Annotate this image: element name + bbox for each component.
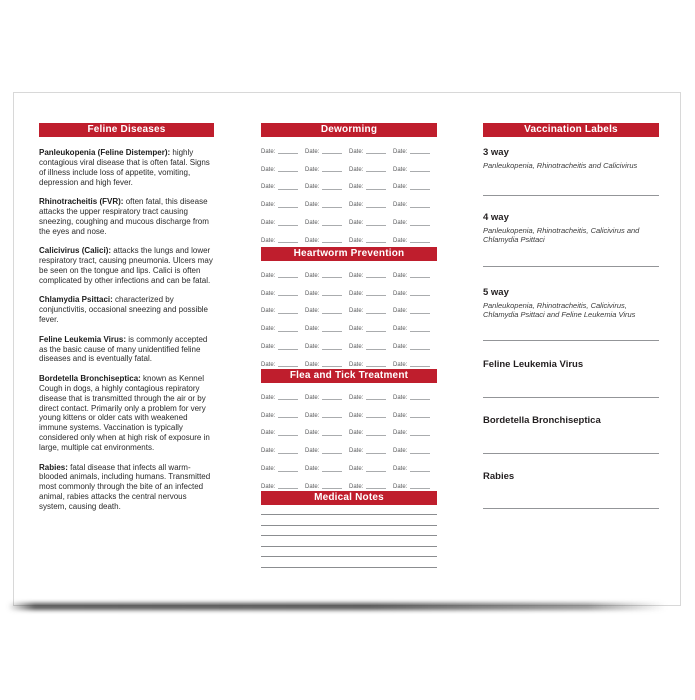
date-blank-line (322, 238, 342, 243)
date-blank-line (322, 309, 342, 314)
date-label: Date: (349, 272, 364, 279)
flea-tick-treatment-header: Flea and Tick Treatment (261, 369, 437, 383)
date-blank-line (278, 221, 298, 226)
date-blank-line (322, 327, 342, 332)
date-label: Date: (305, 184, 320, 191)
vaccination-label-block (483, 212, 659, 267)
deworming-section (261, 123, 437, 250)
date-field (261, 460, 305, 478)
date-label: Date: (261, 272, 276, 279)
date-label: Date: (393, 412, 408, 419)
date-blank-line (322, 449, 342, 454)
date-label: Date: (393, 394, 408, 401)
date-blank-line (366, 167, 386, 172)
date-label: Date: (393, 430, 408, 437)
date-label: Date: (393, 308, 408, 315)
date-label: Date: (305, 344, 320, 351)
date-label: Date: (393, 184, 408, 191)
date-blank-line (366, 273, 386, 278)
date-label: Date: (349, 326, 364, 333)
date-blank-line (278, 467, 298, 472)
date-blank-line (322, 395, 342, 400)
date-label: Date: (305, 361, 320, 368)
date-field (305, 460, 349, 478)
vaccine-name: 3 way (483, 147, 509, 158)
date-blank-line (366, 327, 386, 332)
flea-tick-date-grid (261, 389, 437, 496)
page-drop-shadow (8, 603, 666, 610)
date-blank-line (322, 345, 342, 350)
date-blank-line (366, 467, 386, 472)
date-field (349, 285, 393, 303)
date-label: Date: (393, 166, 408, 173)
date-blank-line (366, 291, 386, 296)
label-divider-line (483, 453, 659, 454)
date-blank-line (366, 431, 386, 436)
notes-blank-line (261, 567, 437, 578)
vaccination-labels-header: Vaccination Labels (483, 123, 659, 137)
label-divider-line (483, 266, 659, 267)
date-blank-line (278, 203, 298, 208)
date-blank-line (278, 449, 298, 454)
date-blank-line (410, 484, 430, 489)
disease-description: often fatal, this disease attacks the upper respiratory tract causing sneezing, coughing and mucous discharge from the eyes and nose. (39, 197, 209, 236)
date-field (349, 179, 393, 197)
date-label: Date: (349, 361, 364, 368)
date-label: Date: (305, 272, 320, 279)
date-blank-line (322, 431, 342, 436)
date-blank-line (322, 149, 342, 154)
date-label: Date: (349, 483, 364, 490)
date-blank-line (278, 484, 298, 489)
date-blank-line (410, 273, 430, 278)
date-blank-line (322, 467, 342, 472)
date-field (393, 338, 437, 356)
heartworm-prevention-section (261, 247, 437, 374)
date-field (261, 442, 305, 460)
date-blank-line (410, 327, 430, 332)
date-blank-line (366, 238, 386, 243)
date-label: Date: (393, 466, 408, 473)
date-field (305, 407, 349, 425)
disease-description: highly contagious viral disease that is often fatal. Signs of illness include loss of appetite, vomiting, depression and high fever. (39, 148, 210, 187)
date-blank-line (410, 413, 430, 418)
date-field (261, 285, 305, 303)
date-label: Date: (261, 483, 276, 490)
date-field (393, 161, 437, 179)
date-label: Date: (393, 220, 408, 227)
date-label: Date: (261, 361, 276, 368)
date-label: Date: (349, 308, 364, 315)
date-field (261, 161, 305, 179)
date-label: Date: (305, 148, 320, 155)
disease-description: attacks the lungs and lower respiratory tract, causing pneumonia. Ulcers may be seen on the tongue and lips. Calici is often complicated by other infections and can be fatal. (39, 246, 213, 285)
date-label: Date: (305, 430, 320, 437)
date-blank-line (410, 449, 430, 454)
date-label: Date: (261, 166, 276, 173)
date-field (393, 407, 437, 425)
date-label: Date: (305, 466, 320, 473)
date-field (349, 196, 393, 214)
vaccination-label-block (483, 147, 659, 196)
disease-entry (39, 246, 214, 286)
date-field (393, 214, 437, 232)
feline-diseases-header: Feline Diseases (39, 123, 214, 137)
date-field (349, 425, 393, 443)
date-label: Date: (261, 326, 276, 333)
date-blank-line (410, 431, 430, 436)
date-label: Date: (349, 184, 364, 191)
vaccination-label-block (483, 359, 659, 398)
date-label: Date: (349, 430, 364, 437)
date-blank-line (278, 362, 298, 367)
disease-term: Rhinotracheitis (FVR): (39, 197, 124, 207)
medical-notes-header: Medical Notes (261, 491, 437, 505)
date-blank-line (410, 221, 430, 226)
date-blank-line (322, 221, 342, 226)
document-page (13, 92, 681, 606)
vaccine-name: 4 way (483, 212, 509, 223)
vaccine-components: Panleukopenia, Rhinotracheitis and Calicivirus (483, 160, 638, 170)
date-label: Date: (305, 448, 320, 455)
vaccine-name: Feline Leukemia Virus (483, 359, 584, 370)
date-field (349, 303, 393, 321)
date-blank-line (322, 203, 342, 208)
disease-term: Panleukopenia (Feline Distemper): (39, 148, 171, 157)
date-field (349, 320, 393, 338)
date-blank-line (366, 395, 386, 400)
notes-blank-line (261, 535, 437, 546)
disease-term: Chlamydia Psittaci: (39, 295, 113, 305)
date-field (349, 460, 393, 478)
disease-list (39, 148, 214, 512)
date-field (393, 425, 437, 443)
date-blank-line (366, 362, 386, 367)
date-field (261, 338, 305, 356)
disease-entry (39, 335, 214, 365)
date-field (305, 196, 349, 214)
date-label: Date: (261, 290, 276, 297)
date-label: Date: (393, 344, 408, 351)
date-field (349, 389, 393, 407)
date-label: Date: (261, 148, 276, 155)
date-blank-line (278, 345, 298, 350)
date-label: Date: (261, 448, 276, 455)
date-field (393, 267, 437, 285)
date-blank-line (410, 203, 430, 208)
vaccination-label-block (483, 471, 659, 509)
date-label: Date: (261, 466, 276, 473)
date-label: Date: (393, 202, 408, 209)
date-blank-line (322, 362, 342, 367)
date-label: Date: (393, 272, 408, 279)
date-field (305, 161, 349, 179)
notes-blank-line (261, 514, 437, 525)
vaccination-labels-section (483, 93, 659, 605)
date-label: Date: (305, 202, 320, 209)
date-blank-line (278, 273, 298, 278)
label-divider-line (483, 340, 659, 341)
date-blank-line (366, 185, 386, 190)
notes-blank-line (261, 556, 437, 567)
date-label: Date: (349, 166, 364, 173)
date-blank-line (278, 185, 298, 190)
date-label: Date: (305, 290, 320, 297)
disease-term: Bordetella Bronchiseptica: (39, 373, 141, 383)
date-label: Date: (261, 237, 276, 244)
deworming-date-grid (261, 143, 437, 250)
date-blank-line (278, 413, 298, 418)
date-field (349, 407, 393, 425)
date-field (261, 214, 305, 232)
date-label: Date: (305, 326, 320, 333)
date-field (261, 320, 305, 338)
date-blank-line (366, 309, 386, 314)
date-blank-line (366, 345, 386, 350)
date-label: Date: (305, 220, 320, 227)
date-label: Date: (261, 202, 276, 209)
date-label: Date: (349, 202, 364, 209)
date-field (305, 214, 349, 232)
date-field (261, 407, 305, 425)
date-label: Date: (349, 394, 364, 401)
date-field (261, 389, 305, 407)
date-label: Date: (305, 237, 320, 244)
date-label: Date: (393, 237, 408, 244)
date-field (349, 338, 393, 356)
date-label: Date: (261, 184, 276, 191)
date-blank-line (410, 395, 430, 400)
disease-description: characterized by conjunctivitis, occasional sneezing and possible fever. (39, 295, 208, 325)
medical-notes-section (261, 491, 437, 577)
date-label: Date: (393, 483, 408, 490)
vaccination-label-block (483, 287, 659, 341)
disease-description: is commonly accepted as the basic cause of many unidentified feline diseases and is eventually fatal. (39, 334, 208, 364)
disease-term: Feline Leukemia Virus: (39, 334, 126, 344)
date-blank-line (322, 167, 342, 172)
label-divider-line (483, 508, 659, 509)
date-field (305, 179, 349, 197)
date-label: Date: (349, 448, 364, 455)
date-label: Date: (349, 290, 364, 297)
date-field (261, 179, 305, 197)
date-field (261, 425, 305, 443)
date-field (305, 389, 349, 407)
disease-description: known as Kennel Cough in dogs, a highly contagious repiratory disease that is transmitted through the air or by direct contact. Primarily only a problem for very young kittens or older cats with weakened immune systems. Vaccination is typically considered only when at high risk of exposure in large, multiple cat environments. (39, 373, 210, 453)
date-blank-line (410, 345, 430, 350)
date-label: Date: (305, 483, 320, 490)
date-label: Date: (349, 220, 364, 227)
date-blank-line (410, 238, 430, 243)
date-label: Date: (261, 412, 276, 419)
date-label: Date: (393, 148, 408, 155)
date-blank-line (366, 484, 386, 489)
date-label: Date: (349, 412, 364, 419)
disease-entry (39, 148, 214, 188)
date-blank-line (278, 309, 298, 314)
date-blank-line (322, 413, 342, 418)
date-blank-line (410, 185, 430, 190)
date-label: Date: (349, 466, 364, 473)
date-blank-line (322, 484, 342, 489)
date-blank-line (278, 327, 298, 332)
date-label: Date: (305, 412, 320, 419)
vaccine-name: Bordetella Bronchiseptica (483, 415, 601, 426)
date-field (305, 143, 349, 161)
date-label: Date: (349, 148, 364, 155)
date-field (393, 389, 437, 407)
date-label: Date: (393, 290, 408, 297)
date-label: Date: (261, 220, 276, 227)
date-field (393, 320, 437, 338)
vaccination-label-block (483, 415, 659, 454)
date-blank-line (410, 309, 430, 314)
date-label: Date: (261, 344, 276, 351)
date-blank-line (278, 291, 298, 296)
date-field (393, 196, 437, 214)
flea-tick-treatment-section (261, 369, 437, 496)
date-label: Date: (305, 308, 320, 315)
date-field (261, 196, 305, 214)
medical-notes-lines (261, 514, 437, 577)
vaccine-components: Panleukopenia, Rhinotracheitis, Calicivirus, Chlamydia Psittaci and Feline Leukemia Virus (483, 300, 636, 320)
date-field (393, 442, 437, 460)
date-blank-line (322, 185, 342, 190)
date-label: Date: (261, 394, 276, 401)
date-blank-line (366, 449, 386, 454)
date-label: Date: (349, 237, 364, 244)
date-blank-line (410, 291, 430, 296)
disease-entry (39, 295, 214, 325)
date-blank-line (410, 467, 430, 472)
date-field (261, 143, 305, 161)
notes-blank-line (261, 546, 437, 557)
date-blank-line (366, 221, 386, 226)
date-blank-line (366, 149, 386, 154)
date-label: Date: (349, 344, 364, 351)
disease-description: fatal disease that infects all warm-blooded animals, including humans. Transmitted most commonly through the bite of an infected animal, rabies attacks the central nervous system, causing death. (39, 462, 211, 512)
date-blank-line (410, 167, 430, 172)
date-label: Date: (261, 430, 276, 437)
date-field (305, 303, 349, 321)
vaccine-name: 5 way (483, 287, 509, 298)
date-label: Date: (305, 394, 320, 401)
disease-term: Rabies: (39, 462, 68, 472)
date-blank-line (410, 149, 430, 154)
date-label: Date: (393, 361, 408, 368)
date-blank-line (278, 431, 298, 436)
disease-entry (39, 374, 214, 453)
heartworm-date-grid (261, 267, 437, 374)
date-field (393, 285, 437, 303)
date-field (393, 143, 437, 161)
heartworm-prevention-header: Heartworm Prevention (261, 247, 437, 261)
label-divider-line (483, 397, 659, 398)
date-label: Date: (305, 166, 320, 173)
date-field (305, 285, 349, 303)
date-blank-line (366, 203, 386, 208)
date-field (349, 143, 393, 161)
date-field (349, 161, 393, 179)
date-field (349, 442, 393, 460)
date-field (393, 179, 437, 197)
vaccine-name: Rabies (483, 471, 515, 482)
vaccine-components: Panleukopenia, Rhinotracheitis, Calicivirus and Chlamydia Psittaci (483, 225, 640, 245)
date-label: Date: (393, 326, 408, 333)
date-blank-line (278, 238, 298, 243)
date-field (261, 303, 305, 321)
date-blank-line (410, 362, 430, 367)
date-field (305, 267, 349, 285)
date-blank-line (278, 395, 298, 400)
date-blank-line (322, 273, 342, 278)
date-blank-line (278, 167, 298, 172)
date-label: Date: (393, 448, 408, 455)
treatment-log-column (261, 93, 437, 605)
disease-term: Calicivirus (Calici): (39, 246, 112, 256)
date-blank-line (278, 149, 298, 154)
date-blank-line (322, 291, 342, 296)
date-field (261, 267, 305, 285)
feline-diseases-section (39, 123, 214, 512)
date-label: Date: (261, 308, 276, 315)
deworming-header: Deworming (261, 123, 437, 137)
date-blank-line (366, 413, 386, 418)
date-field (305, 338, 349, 356)
date-field (305, 442, 349, 460)
label-divider-line (483, 195, 659, 196)
date-field (305, 320, 349, 338)
disease-entry (39, 197, 214, 237)
date-field (393, 303, 437, 321)
disease-entry (39, 463, 214, 513)
date-field (349, 214, 393, 232)
date-field (393, 460, 437, 478)
date-field (305, 425, 349, 443)
date-field (349, 267, 393, 285)
notes-blank-line (261, 525, 437, 536)
